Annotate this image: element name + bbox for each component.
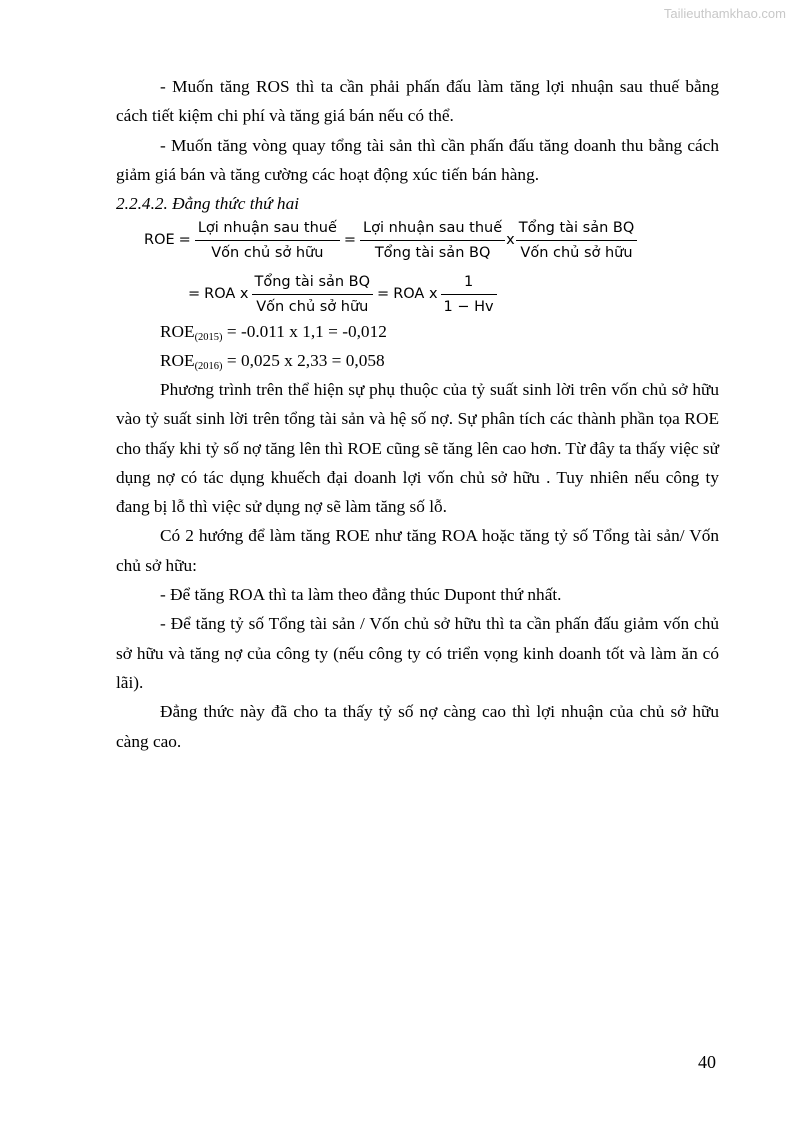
times-sign: x bbox=[506, 231, 515, 248]
equals-sign: = bbox=[188, 285, 201, 302]
equals-sign: = bbox=[377, 285, 390, 302]
paragraph-explanation: Phương trình trên thể hiện sự phụ thuộc của tỷ suất sinh lời trên vốn chủ sở hữu vào tỷ suất sinh lời trên tổng tài sản và hệ số nợ. Sự phân tích các thành phần tọa ROE cho thấy khi tỷ số nợ tăng lên thì ROE cũng sẽ tăng lên cao hơn. Từ đây ta thấy việc sử dụng nợ có tác dụng khuếch đại doanh lợi vốn chủ sở hữu . Tuy nhiên nếu công ty đang bị lỗ thì việc sử dụng nợ sẽ làm tăng số lỗ. bbox=[116, 380, 720, 517]
fraction-net-profit-over-assets: $\frac{\text{Lợi nhuận sau thuế}}{\text{Tổng tài sản BQ}}$ bbox=[360, 218, 505, 263]
equation-line-2 bbox=[184, 272, 497, 317]
roa-term: ROA x bbox=[204, 285, 249, 302]
roe-2015-calc: $ROE_{(2015)} = -0.011$ x 1,1 = -0,012 bbox=[160, 322, 387, 343]
section-heading: 2.2.4.2. Đẳng thức thứ hai bbox=[116, 194, 300, 214]
paragraph-two-ways: Có 2 hướng để làm tăng ROE như tăng ROA hoặc tăng tỷ số Tổng tài sản/ Vốn chủ sở hữu: bbox=[116, 526, 719, 575]
paragraph-asset-turnover: - Muốn tăng vòng quay tổng tài sản thì cần phấn đấu tăng doanh thu bằng cách giảm giá bán và tăng cường các hoạt động xúc tiến bán hàng. bbox=[116, 135, 719, 184]
fraction-assets-over-equity-2: $\frac{\text{Tổng tài sản BQ}}{\text{Vốn chủ sở hữu}}$ bbox=[252, 272, 374, 317]
fraction-assets-over-equity: $\frac{\text{Tổng tài sản BQ}}{\text{Vốn chủ sở hữu}}$ bbox=[516, 218, 638, 263]
watermark: Tailieuthamkhao.com bbox=[663, 6, 786, 21]
paragraph-ros: - Muốn tăng ROS thì ta cần phải phấn đấu làm tăng lợi nhuận sau thuế bằng cách tiết kiệm chi phí và tăng giá bán nếu có thể. bbox=[116, 77, 719, 126]
equals-sign: = bbox=[178, 231, 191, 248]
roa-term: ROA x bbox=[393, 285, 438, 302]
paragraph-increase-roa: - Để tăng ROA thì ta làm theo đẳng thúc Dupont thứ nhất. bbox=[160, 585, 562, 605]
roe-2016-calc: $ROE_{(2016)} = 0,025$ x 2,33 = 0,058 bbox=[160, 351, 385, 372]
page-number: 40 bbox=[698, 1052, 716, 1072]
equals-sign: = bbox=[343, 231, 357, 248]
fraction-net-profit-over-equity: $\frac{\text{Lợi nhuận sau thuế}}{\text{Vốn chủ sở hữu}}$ bbox=[195, 218, 340, 263]
fraction-one-over-one-minus-hv: $\frac{1}{1 - Hv}$ bbox=[441, 272, 497, 317]
equation-line-1 bbox=[144, 218, 637, 263]
roe-symbol: ROE bbox=[144, 231, 175, 248]
paragraph-conclusion: Đẳng thức này đã cho ta thấy tỷ số nợ càng cao thì lợi nhuận của chủ sở hữu càng cao. bbox=[116, 702, 719, 751]
paragraph-increase-ratio: - Để tăng tỷ số Tổng tài sản / Vốn chủ sở hữu thì ta cần phấn đấu giảm vốn chủ sở hữu và tăng nợ của công ty (nếu công ty có triển vọng kinh doanh tốt và làm ăn có lãi). bbox=[116, 614, 719, 692]
